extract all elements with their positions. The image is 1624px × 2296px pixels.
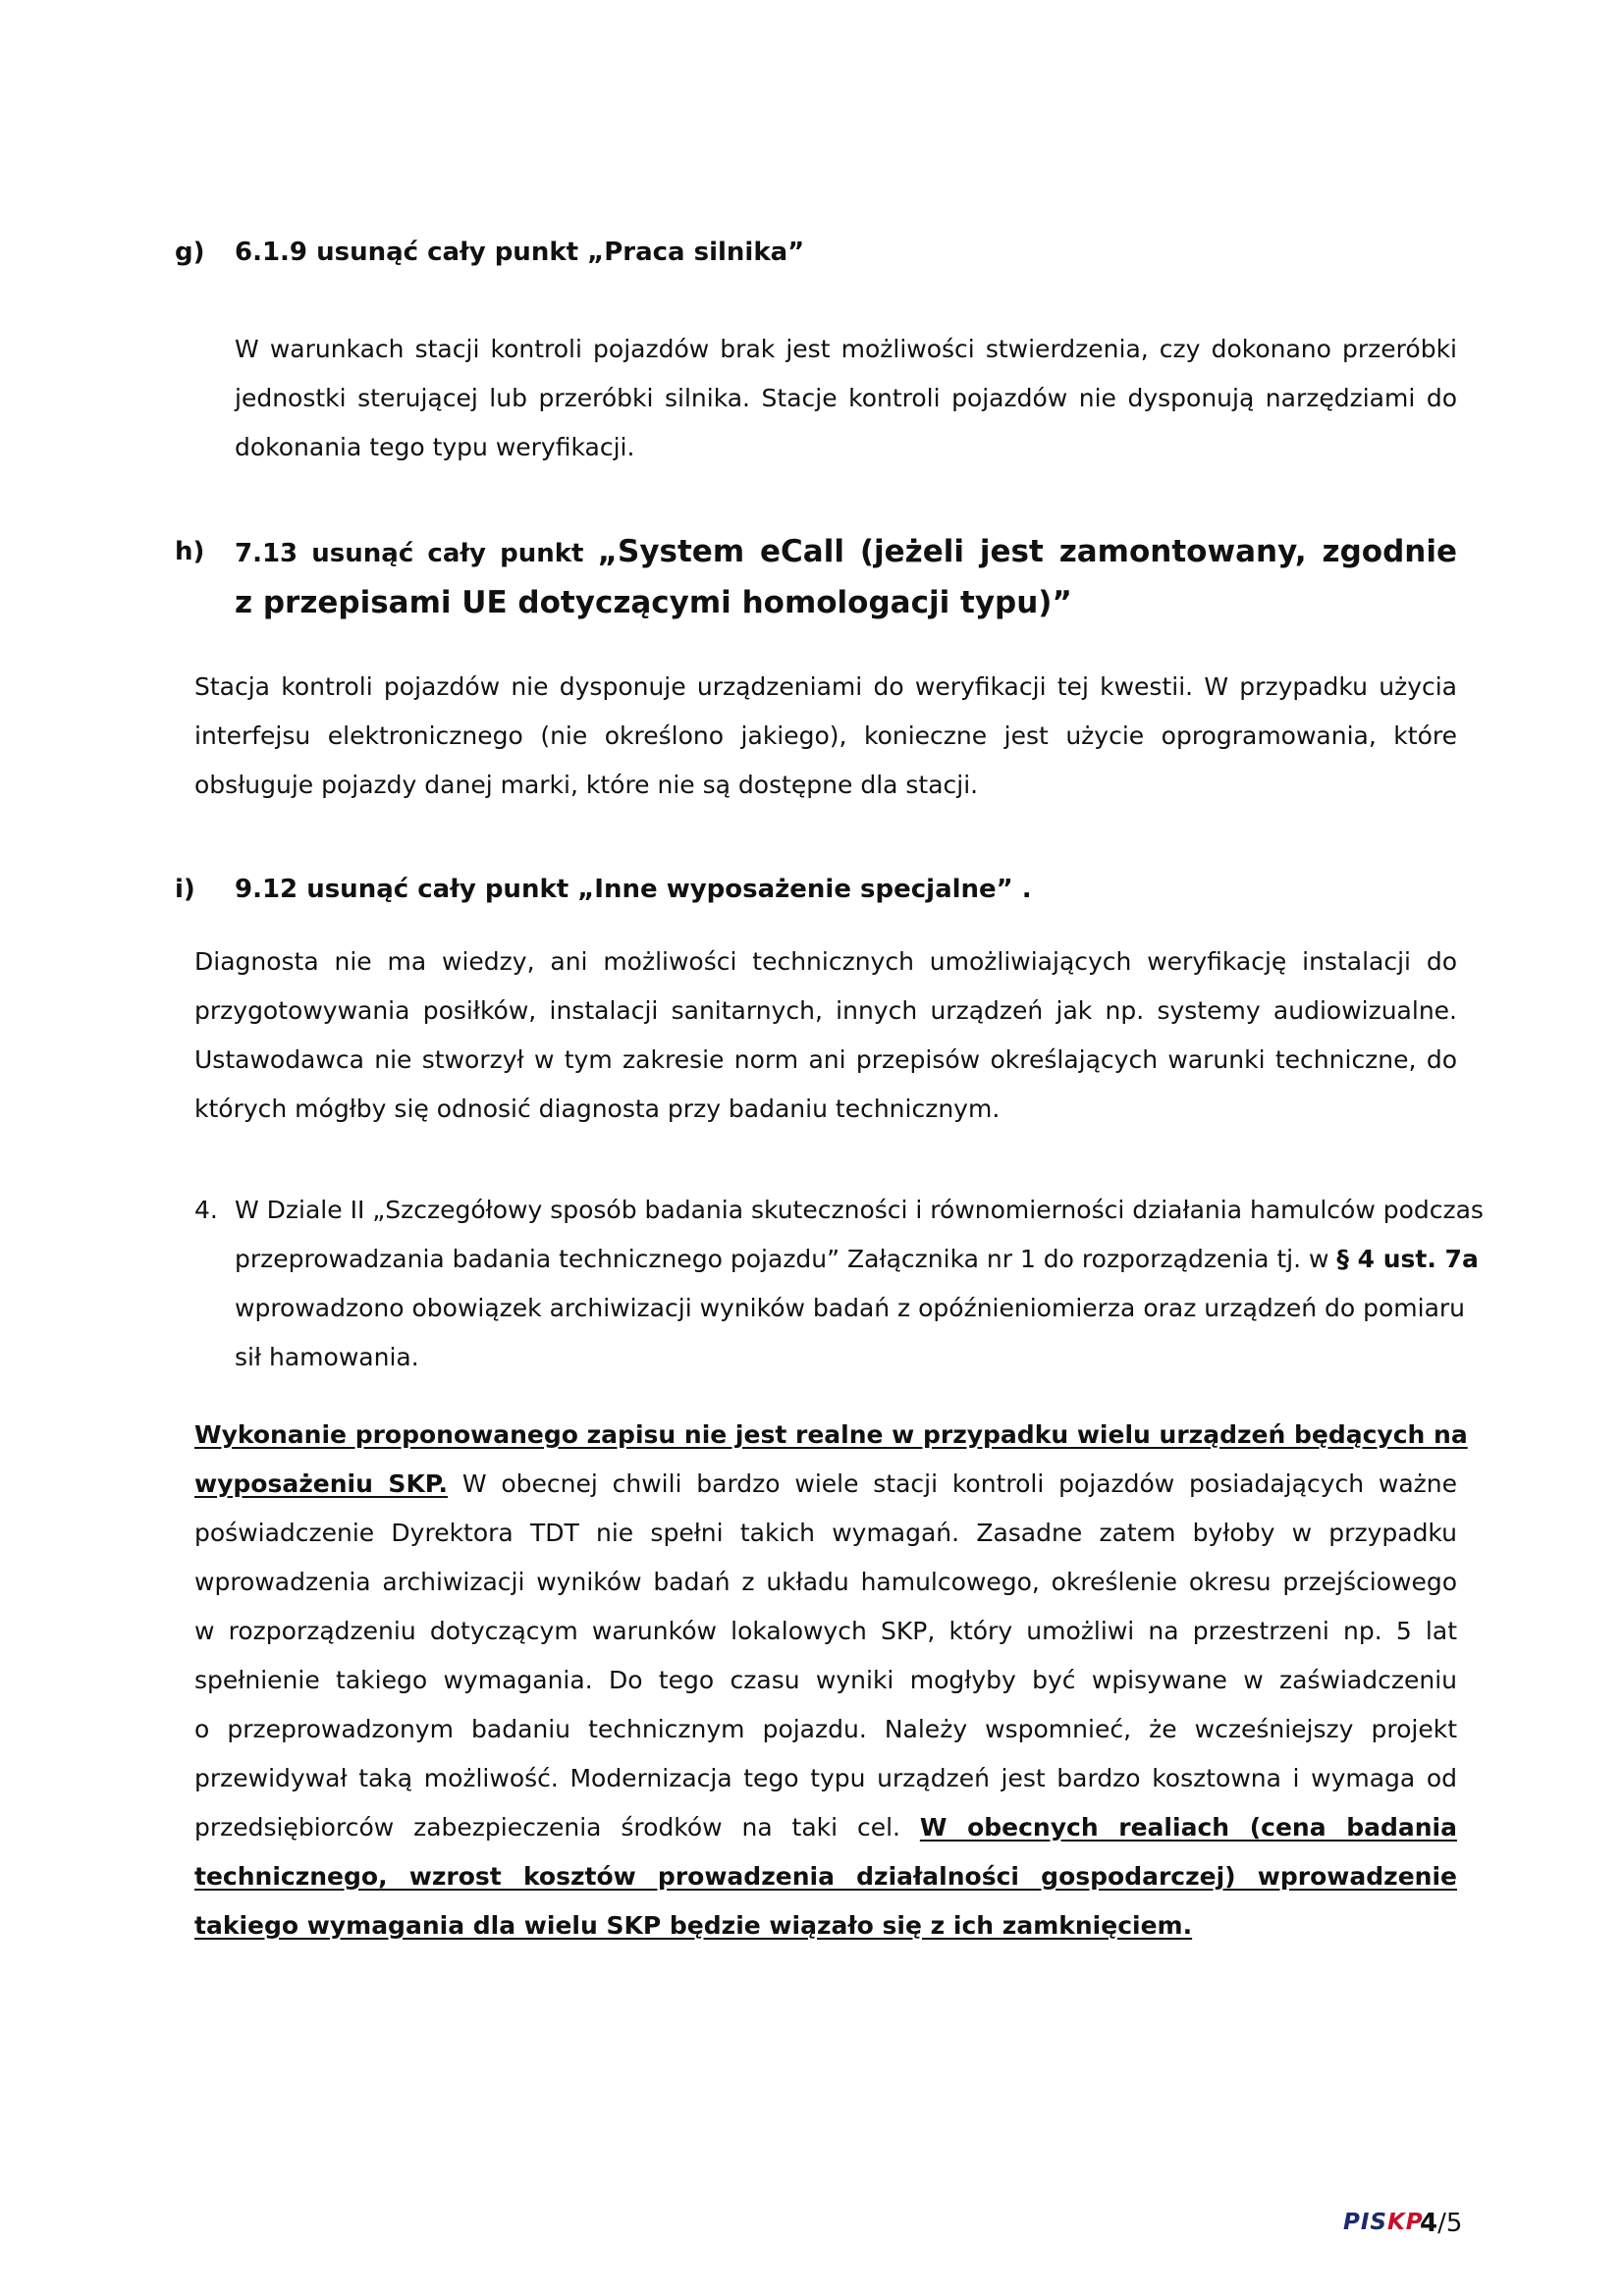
section-h-title-b: „System eCall (jeżeli jest zamontowany, zgodnie <box>597 534 1457 569</box>
section-h-line: obsługuje pojazdy danej marki, które nie są dostępne dla stacji. <box>194 771 979 799</box>
conclusion-line: w rozporządzeniu dotyczącym warunków lokalowych SKP, który umożliwi na przestrzeni np. 5 lat <box>194 1617 1457 1645</box>
point-4-line: W Dziale II „Szczegółowy sposób badania skuteczności i równomierności działania hamulców podczas <box>235 1196 1484 1224</box>
conclusion-text: W obecnej chwili bardzo wiele stacji kontroli pojazdów posiadających ważne <box>448 1469 1457 1498</box>
point-4-line-text: przeprowadzania badania technicznego pojazdu” Załącznika nr 1 do rozporządzenia tj. w <box>235 1245 1337 1273</box>
section-h-title-c: z przepisami UE dotyczącymi homologacji typu)” <box>235 585 1072 620</box>
section-i-line: których mógłby się odnosić diagnosta przy badaniu technicznym. <box>194 1095 1001 1123</box>
section-g-heading <box>175 227 1451 278</box>
section-h-heading <box>175 526 1461 628</box>
section-g-title: 6.1.9 usunąć cały punkt „Praca silnika” <box>235 238 805 267</box>
point-4-line <box>235 1235 1479 1284</box>
section-i-heading <box>175 864 1451 915</box>
conclusion-line: o przeprowadzonym badaniu technicznym pojazdu. Należy wspomnieć, że wcześniejszy projekt <box>194 1715 1457 1743</box>
conclusion-emphasis: wyposażeniu SKP. <box>194 1469 449 1498</box>
page-number <box>1420 2209 1462 2238</box>
conclusion-line-emphasis: Wykonanie proponowanego zapisu nie jest realne w przypadku wielu urządzeń będących na <box>194 1420 1468 1449</box>
point-4-line: sił hamowania. <box>235 1343 419 1371</box>
section-g-label: g) <box>175 238 205 267</box>
page-total: 5 <box>1445 2209 1463 2238</box>
conclusion-line: przewidywał taką możliwość. Modernizacja tego typu urządzeń jest bardzo kosztowna i wymaga od <box>194 1764 1457 1792</box>
section-i-line: przygotowywania posiłków, instalacji sanitarnych, innych urządzeń jak np. systemy audiowizualne. <box>194 996 1457 1025</box>
conclusion-line-emphasis: takiego wymagania dla wielu SKP będzie wiązało się z ich zamknięciem. <box>194 1911 1193 1940</box>
section-g-line: jednostki sterującej lub przeróbki silnika. Stacje kontroli pojazdów nie dysponują narzędziami do <box>235 384 1457 412</box>
conclusion-text: przedsiębiorców zabezpieczenia środków na taki cel. <box>194 1813 920 1842</box>
conclusion-line: spełnienie takiego wymagania. Do tego czasu wyniki mogłyby być wpisywane w zaświadczeniu <box>194 1666 1457 1694</box>
section-i-body <box>194 937 1457 1134</box>
page-current: 4 <box>1420 2209 1438 2238</box>
conclusion-body <box>194 1411 1468 1950</box>
section-h-line: Stacja kontroli pojazdów nie dysponuje urządzeniami do weryfikacji tej kwestii. W przypadku użycia <box>194 672 1457 701</box>
point-4-number: 4. <box>194 1196 218 1224</box>
section-h-label: h) <box>175 537 205 566</box>
conclusion-emphasis: W obecnych realiach (cena badania <box>919 1813 1457 1842</box>
conclusion-line: wprowadzenia archiwizacji wyników badań z układu hamulcowego, określenie okresu przejściowego <box>194 1568 1457 1596</box>
section-g-body <box>235 325 1457 472</box>
section-i-label: i) <box>175 875 195 904</box>
section-h-title-a: 7.13 usunąć cały punkt <box>235 539 598 568</box>
conclusion-line-emphasis: technicznego, wzrost kosztów prowadzenia działalności gospodarczej) wprowadzenie <box>194 1862 1457 1891</box>
section-i-title: 9.12 usunąć cały punkt „Inne wyposażenie specjalne” . <box>235 875 1032 904</box>
page-separator: / <box>1437 2209 1446 2238</box>
conclusion-line: poświadczenie Dyrektora TDT nie spełni takich wymagań. Zasadne zatem byłoby w przypadku <box>194 1519 1457 1547</box>
conclusion-line <box>194 1803 1457 1852</box>
section-i-line: Ustawodawca nie stworzył w tym zakresie norm ani przepisów określających warunki techniczne, do <box>194 1045 1457 1074</box>
section-i-line: Diagnosta nie ma wiedzy, ani możliwości technicznych umożliwiających weryfikację instalacji do <box>194 947 1457 976</box>
point-4-paragraph-ref: § 4 ust. 7a <box>1336 1245 1479 1273</box>
point-4-body <box>235 1186 1484 1382</box>
section-g-line: dokonania tego typu weryfikacji. <box>235 433 635 461</box>
piskp-logo: PISKP <box>1343 2210 1424 2235</box>
section-g-line: W warunkach stacji kontroli pojazdów brak jest możliwości stwierdzenia, czy dokonano przeróbki <box>235 335 1457 363</box>
point-4-line: wprowadzono obowiązek archiwizacji wyników badań z opóźnieniomierza oraz urządzeń do pomiaru <box>235 1294 1466 1322</box>
section-h-body <box>194 663 1457 810</box>
section-h-line: interfejsu elektronicznego (nie określono jakiego), konieczne jest użycie oprogramowania, które <box>194 721 1457 750</box>
conclusion-line <box>194 1460 1457 1509</box>
